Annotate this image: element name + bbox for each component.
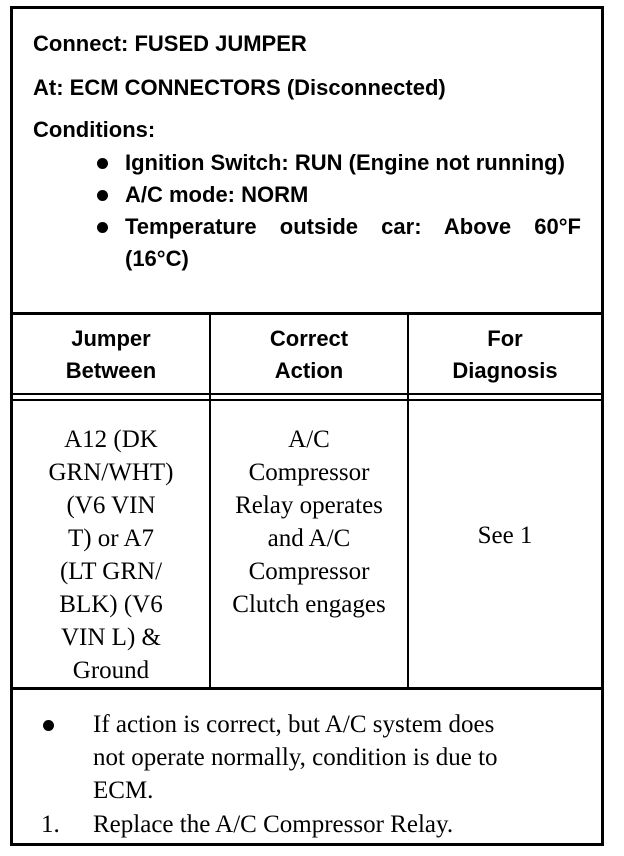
- cell-line: (V6 VIN: [66, 492, 156, 519]
- test-setup-section: [13, 9, 601, 315]
- note-line: ECM.: [93, 777, 154, 804]
- conditions-label: Conditions:: [33, 117, 156, 142]
- bullet-icon: [97, 222, 108, 233]
- notes-section: [13, 687, 601, 843]
- conditions-list: [93, 147, 581, 275]
- cell-line: and A/C: [267, 525, 351, 552]
- note-line: not operate normally, condition is due to: [93, 744, 498, 771]
- column-header-line: Jumper: [71, 326, 151, 351]
- condition-item: [93, 179, 581, 211]
- column-header-line: Between: [65, 358, 157, 383]
- column-header-for-diagnosis: [409, 323, 601, 387]
- cell-line: Compressor: [248, 459, 370, 486]
- cell-line: A/C: [288, 426, 330, 453]
- bullet-icon: [43, 720, 54, 731]
- column-header-line: Action: [274, 358, 344, 383]
- cell-jumper-between: [13, 423, 209, 687]
- cell-line: Compressor: [248, 558, 370, 585]
- column-header-line: Diagnosis: [452, 358, 558, 383]
- cell-line: Ground: [72, 657, 150, 684]
- column-header-line: Correct: [269, 326, 349, 351]
- cell-line: See 1: [477, 522, 533, 549]
- bullet-icon: [97, 190, 108, 201]
- table-row: [13, 405, 601, 687]
- condition-text: Temperature outside car: Above 60°F (16°C): [125, 214, 581, 271]
- condition-item: [93, 147, 581, 179]
- cell-line: (LT GRN/: [59, 558, 163, 585]
- condition-item: [93, 211, 581, 275]
- condition-text: A/C mode: NORM: [125, 182, 309, 207]
- note-text: [93, 708, 593, 807]
- cell-line: T) or A7: [67, 525, 155, 552]
- column-header-line: For: [487, 326, 523, 351]
- header-rule-top: [13, 393, 601, 395]
- cell-line: GRN/WHT): [48, 459, 174, 486]
- at-line: At: ECM CONNECTORS (Disconnected): [33, 75, 446, 100]
- cell-line: Clutch engages: [232, 591, 386, 618]
- cell-line: A12 (DK: [64, 426, 158, 453]
- cell-line: Relay operates: [235, 492, 383, 519]
- cell-correct-action: [211, 423, 407, 621]
- cell-line: BLK) (V6: [59, 591, 163, 618]
- cell-for-diagnosis: [409, 519, 601, 552]
- column-header-jumper-between: [13, 323, 209, 387]
- note-line: If action is correct, but A/C system does: [93, 711, 495, 738]
- step-number: 1.: [41, 811, 60, 838]
- header-rule-bottom: [13, 399, 601, 401]
- bullet-icon: [97, 158, 108, 169]
- connect-line: Connect: FUSED JUMPER: [33, 31, 307, 56]
- table-header-row: [13, 315, 601, 401]
- column-header-correct-action: [211, 323, 407, 387]
- cell-line: VIN L) &: [61, 624, 161, 651]
- diagnostic-chart: [10, 6, 604, 846]
- step-text: Replace the A/C Compressor Relay.: [93, 811, 454, 838]
- condition-text: Ignition Switch: RUN (Engine not running): [125, 150, 565, 175]
